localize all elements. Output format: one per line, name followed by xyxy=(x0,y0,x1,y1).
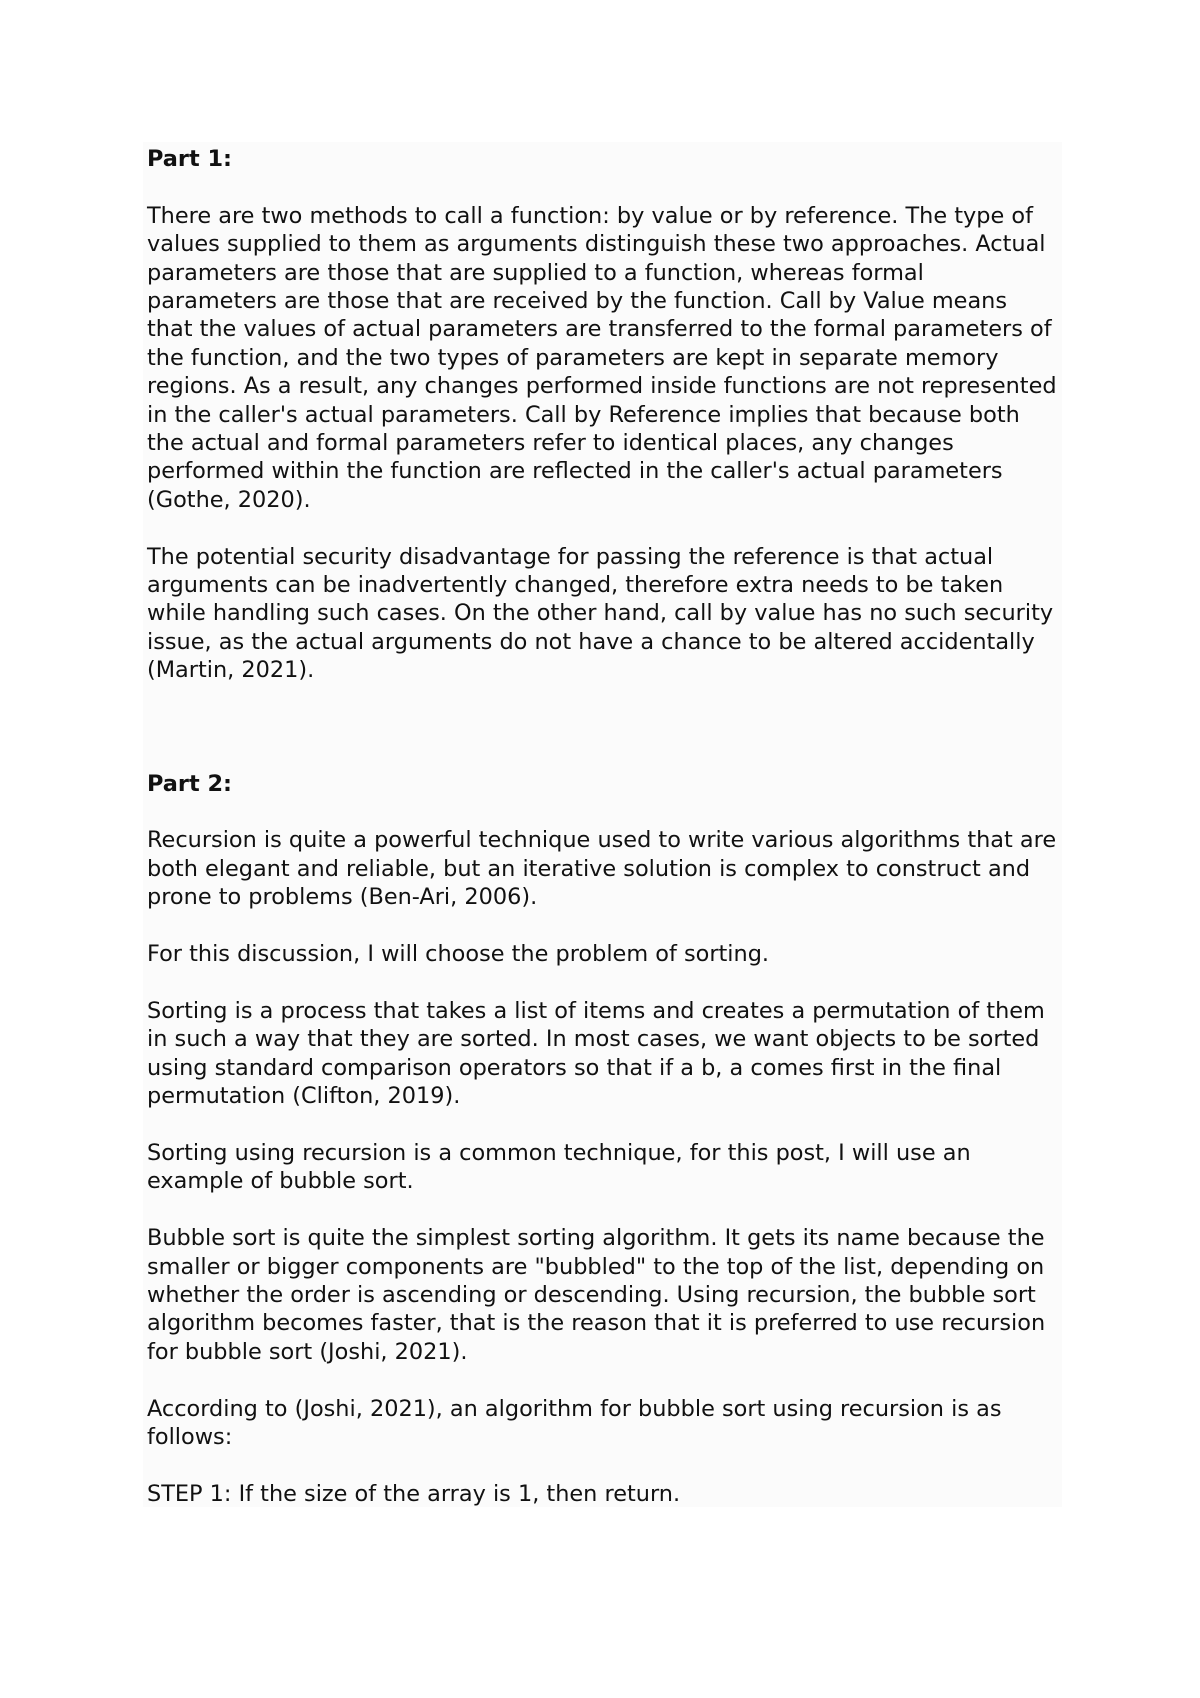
part1-paragraph-2: The potential security disadvantage for passing the reference is that actual arguments can be inadvertently changed, therefore extra needs to be taken while handling such cases. On the other hand, call by value has no such security issue, as the actual arguments do not have a chance to be altered accidentally (Martin, 2021). xyxy=(147,543,1054,684)
part1-paragraph-1: There are two methods to call a function: by value or by reference. The type of values supplied to them as arguments distinguish these two approaches. Actual parameters are those that are supplied to a function, whereas formal parameters are those that are received by the function. Call by Value means that the values of actual parameters are transferred to the formal parameters of the function, and the two types of parameters are kept in separate memory regions. As a result, any changes performed inside functions are not represented in the caller's actual parameters. Call by Reference implies that because both the actual and formal parameters refer to identical places, any changes performed within the function are reflected in the caller's actual parameters (Gothe, 2020). xyxy=(147,202,1057,513)
part1-heading: Part 1: xyxy=(147,146,232,172)
part2-paragraph-1: Recursion is quite a powerful technique used to write various algorithms that are both elegant and reliable, but an iterative solution is complex to construct and prone to problems (Ben-Ari, 2006). xyxy=(147,827,1057,911)
part2-paragraph-2: For this discussion, I will choose the problem of sorting. xyxy=(147,941,770,968)
part2-paragraph-5: Bubble sort is quite the simplest sorting algorithm. It gets its name because the smaller or bigger components are "bubbled" to the top of the list, depending on whether the order is ascending or descending. Using recursion, the bubble sort algorithm becomes faster, that is the reason that it is preferred to use recursion for bubble sort (Joshi, 2021). xyxy=(147,1225,1046,1365)
document-body xyxy=(147,145,1059,1508)
part2-paragraph-3: Sorting is a process that takes a list of items and creates a permutation of them in such a way that they are sorted. In most cases, we want objects to be sorted using standard comparison operators so that if a b, a comes first in the final permutation (Clifton, 2019). xyxy=(147,997,1045,1110)
part2-paragraph-6: According to (Joshi, 2021), an algorithm for bubble sort using recursion is as follows: xyxy=(147,1395,1002,1450)
part2-heading: Part 2: xyxy=(147,770,232,797)
part2-paragraph-7: STEP 1: If the size of the array is 1, then return. xyxy=(147,1480,681,1507)
part2-paragraph-4: Sorting using recursion is a common technique, for this post, I will use an example of bubble sort. xyxy=(147,1139,971,1195)
